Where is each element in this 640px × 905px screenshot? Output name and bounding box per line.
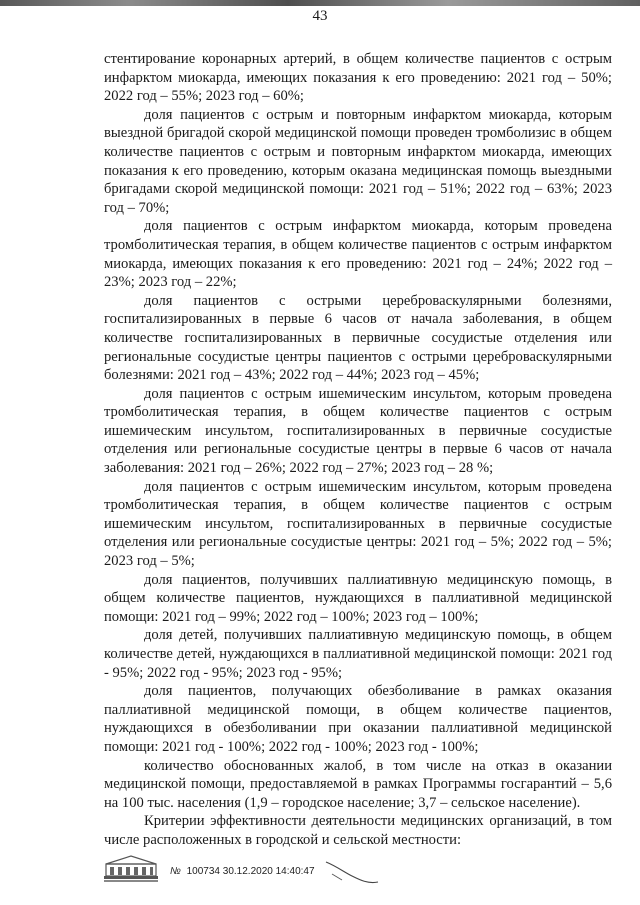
- document-footer: [100, 850, 580, 890]
- document-datetime: 30.12.2020 14:40:47: [222, 866, 315, 877]
- document-registration: [170, 866, 315, 877]
- paragraph-10: количество обоснованных жалоб, в том числе на отказ в оказании медицинской помощи, предоставляемой в рамках Программы госгарантий – 5,6 на 100 тыс. населения (1,9 – городское население; 3,7 – сельское население).: [104, 757, 612, 811]
- paragraph-6: доля пациентов с острым ишемическим инсультом, которым проведена тромболитическая терапия, в общем количестве пациентов с острым ишемическим инсультом, госпитализированных в первичные сосудистые отделения или региональные сосудистые центры: 2021 год – 5%; 2022 год – 5%; 2023 год – 5%;: [104, 478, 612, 570]
- paragraph-2: доля пациентов с острым и повторным инфарктом миокарда, которым выездной бригадой скорой медицинской помощи проведен тромболизис в общем количестве пациентов с острым и повторным инфарктом миокарда, имеющих показания к его проведению, которым оказана медицинская помощь выездными бригадами скорой медицинской помощи: 2021 год – 51%; 2022 год – 63%; 2023 год – 70%;: [104, 106, 612, 216]
- paragraph-8: доля детей, получивших паллиативную медицинскую помощь, в общем количестве детей, нуждающихся в паллиативной медицинской помощи: 2021 год - 95%; 2022 год - 95%; 2023 год - 95%;: [104, 627, 612, 681]
- scan-edge: [0, 0, 640, 6]
- paragraph-3: доля пациентов с острым инфарктом миокарда, которым проведена тромболитическая терапия, в общем количестве пациентов с острым инфарктом миокарда, имеющих показания к его проведению: 2021 год – 24%; 2022 год – 23%; 2023 год – 22%;: [104, 218, 612, 291]
- paragraph-9: доля пациентов, получающих обезболивание в рамках оказания паллиативной медицинской помощи, в общем количестве пациентов, нуждающихся в обезболивании при оказании паллиативной медицинской помощи: 2021 год - 100%; 2022 год - 100%; 2023 год - 100%;: [104, 683, 612, 755]
- paragraph-7: доля пациентов, получивших паллиативную медицинскую помощь, в общем количестве пациентов, нуждающихся в паллиативной медицинской помощи: 2021 год – 99%; 2022 год – 100%; 2023 год – 100%;: [104, 571, 612, 625]
- pen-scribble-icon: [322, 856, 382, 886]
- paragraph-5: доля пациентов с острым ишемическим инсультом, которым проведена тромболитическая терапия, в общем количестве пациентов с острым ишемическим инсультом, госпитализированных в первичные сосудистые отделения или региональные сосудистые центры в первые 6 часов от начала заболевания: 2021 год – 26%; 2022 год – 27%; 2023 год – 28 %;: [104, 385, 612, 477]
- building-stamp-icon: [100, 850, 162, 884]
- paragraph-11: Критерии эффективности деятельности медицинских организаций, в том числе расположенных в городской и сельской местности:: [104, 813, 612, 848]
- document-body: [104, 50, 612, 850]
- paragraph-4: доля пациентов с острыми цереброваскулярными болезнями, госпитализированных в первые 6 часов от начала заболевания, в общем количестве госпитализированных в первичные сосудистые отделения или региональные сосудистые центры пациентов с острыми цереброваскулярными болезнями: 2021 год – 43%; 2022 год – 44%; 2023 год – 45%;: [104, 292, 612, 384]
- number-sign: №: [170, 866, 181, 877]
- paragraph-1: стентирование коронарных артерий, в общем количестве пациентов с острым инфарктом миокарда, имеющих показания к его проведению: 2021 год – 50%; 2022 год – 55%; 2023 год – 60%;: [104, 51, 612, 105]
- document-id: 100734: [186, 866, 220, 877]
- page-number: 43: [312, 8, 328, 24]
